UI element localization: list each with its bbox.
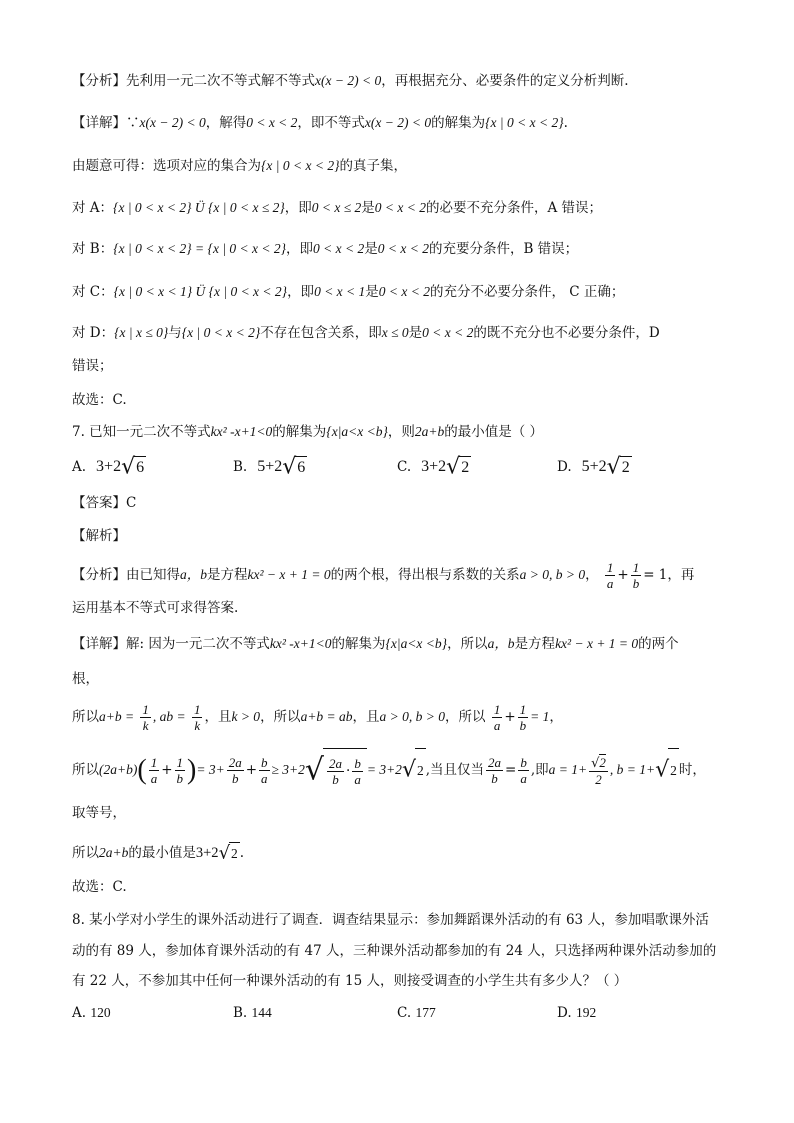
radical-sign: √ [121, 454, 136, 480]
fraction-1-over-k: $\frac{1}{k}$ [142, 702, 149, 733]
q7-option-d: D. 5+2√2 [557, 454, 630, 480]
q7-option-b: B. 5+2√6 [233, 454, 306, 480]
fraction-1-over-b: $\frac{1}{b}$ [519, 702, 527, 733]
radical-sign: √ [304, 752, 325, 788]
fraction-b-over-a: $\frac{b}{a}$ [520, 755, 527, 786]
q7-option-a: A. 3+2√6 [72, 454, 145, 480]
analysis-tag: 【分析】 [72, 567, 126, 583]
q6-answer: 故选：C. [72, 392, 127, 408]
fraction-1-over-b: $\frac{1}{b}$ [632, 560, 640, 591]
q7-analysis-line: 【分析】由已知得a，b是方程kx² − x + 1 = 0的两个根，得出根与系数的关系a > 0, b > 0， $\frac{1}{a}$ + $\frac{1}{b}$ = 1，再 [72, 560, 695, 591]
q7-step3: 所以2a+b的最小值是3+2√2 . [72, 842, 245, 864]
q6-option-a-analysis: 对 A：{x | 0 < x < 2} Ü {x | 0 < x ≤ 2}，即0 < x ≤ 2是0 < x < 2的必要不充分条件，A 错误； [72, 200, 603, 216]
radical-sign: √ [282, 454, 297, 480]
radical-sign: √ [606, 454, 621, 480]
fraction-1-over-k: $\frac{1}{k}$ [193, 702, 201, 733]
q8-stem-line1: 8. 某小学对小学生的课外活动进行了调查．调查结果显示：参加舞蹈课外活动的有 63 人，参加唱歌课外活 [72, 912, 709, 928]
q7-step2: 所以(2a+b)( $\frac{1}{a}$ + $\frac{1}{b}$ )= 3+ $\frac{2a}{b}$ + $\frac{b}{a}$ ≥ 3+2√ $\frac{2a}{b}$ · $\frac{b}{a}$ = 3+2√2 ,当且仅当 $\frac{2a}{b}$ = $\frac{b}{a}$ ,即a = 1+ $\frac{√2}{2}$ , b = 1+√2 时， [72, 748, 706, 793]
q6-option-d-analysis: 对 D：{x | x ≤ 0}与{x | 0 < x < 2}不存在包含关系，即x ≤ 0是0 < x < 2的既不充分也不必要分条件，D [72, 325, 660, 341]
q7-option-c: C. 3+2√2 [397, 454, 470, 480]
q7-jiexi-tag: 【解析】 [72, 528, 126, 544]
q6-option-d-cont: 错误； [72, 358, 113, 374]
q7-detail-line: 【详解】解: 因为一元二次不等式kx² -x+1<0的解集为{x|a<x <b}，所以a，b是方程kx² − x + 1 = 0的两个 [72, 636, 679, 652]
q7-step2-cont: 取等号， [72, 805, 126, 821]
q7-step1: 所以a+b = $\frac{1}{k}$ , ab = $\frac{1}{k}$ ，且k > 0，所以a+b = ab，且a > 0, b > 0，所以 $\frac{1}{a}$ + $\frac{1}{b}$ = 1， [72, 702, 563, 733]
fraction-1-over-a: $\frac{1}{a}$ [150, 755, 158, 786]
q7-answer-tag: 【答案】C [72, 495, 137, 511]
q6-option-b-analysis: 对 B：{x | 0 < x < 2} = {x | 0 < x < 2}，即0 < x < 2是0 < x < 2的充要分条件，B 错误； [72, 241, 579, 257]
q6-option-c-analysis: 对 C：{x | 0 < x < 1} Ü {x | 0 < x < 2}，即0 < x < 1是0 < x < 2的充分不必要分条件， C 正确； [72, 284, 625, 300]
q7-detail-line2: 根， [72, 671, 99, 687]
q6-subset-line: 由题意可得：选项对应的集合为{x | 0 < x < 2}的真子集， [72, 158, 407, 174]
fraction-2a-over-b: $\frac{2a}{b}$ [488, 755, 502, 786]
fraction-1-over-a: $\frac{1}{a}$ [606, 560, 614, 591]
q7-answer: 故选：C. [72, 879, 127, 895]
detail-tag: 【详解】 [72, 636, 126, 652]
radical-sign: √ [446, 454, 461, 480]
q7-analysis-line2: 运用基本不等式可求得答案. [72, 600, 239, 616]
q8-stem-line2: 动的有 89 人，参加体育课外活动的有 47 人，三种课外活动都参加的有 24 人，只选择两种课外活动参加的 [72, 943, 717, 959]
detail-tag: 【详解】 [72, 115, 126, 131]
q8-option-a: A. 120 [72, 1005, 111, 1021]
radical-sign: √ [401, 757, 416, 783]
q8-option-c: C. 177 [397, 1005, 436, 1021]
q8-option-d: D. 192 [557, 1005, 597, 1021]
fraction-1-over-b: $\frac{1}{b}$ [176, 755, 183, 786]
fraction-sqrt2-over-2: $\frac{√2}{2}$ [591, 754, 606, 787]
q6-detail-line: 【详解】∵x(x − 2) < 0，解得0 < x < 2，即不等式x(x − 2) < 0的解集为{x | 0 < x < 2}. [72, 115, 568, 131]
fraction-b-over-a: $\frac{b}{a}$ [261, 755, 268, 786]
sqrt-product: $\frac{2a}{b}$ · $\frac{b}{a}$ [323, 748, 367, 793]
analysis-tag: 【分析】 [72, 73, 126, 89]
q7-stem: 7. 已知一元二次不等式kx² -x+1<0的解集为{x|a<x <b}，则2a+b的最小值是（ ） [72, 424, 544, 440]
fraction-2a-over-b: $\frac{2a}{b}$ [228, 755, 242, 786]
radical-sign: √ [218, 842, 231, 864]
q8-stem-line3: 有 22 人，不参加其中任何一种课外活动的有 15 人，则接受调查的小学生共有多少人？（ ） [72, 973, 628, 989]
radical-sign: √ [655, 757, 670, 783]
fraction-1-over-a: $\frac{1}{a}$ [493, 702, 501, 733]
q6-analysis-line: 【分析】先利用一元二次不等式解不等式x(x − 2) < 0，再根据充分、必要条件的定义分析判断. [72, 73, 629, 89]
q8-option-b: B. 144 [233, 1005, 272, 1021]
